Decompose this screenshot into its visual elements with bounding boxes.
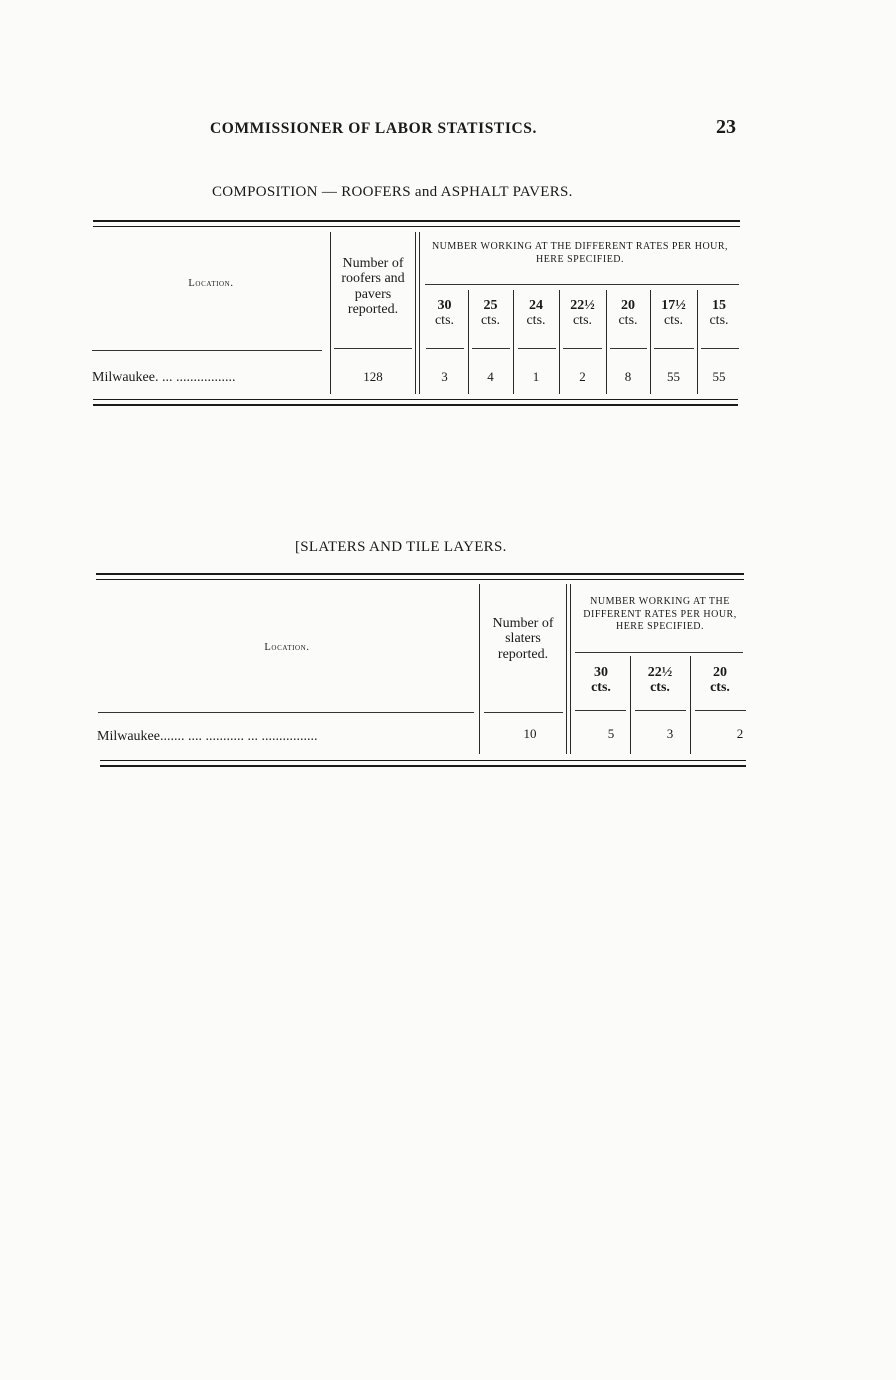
page-number: 23 xyxy=(716,116,736,138)
table2-top-rule xyxy=(96,573,744,575)
table1-row-value: 8 xyxy=(624,369,632,384)
table1-row-value: 3 xyxy=(441,369,448,384)
table2-bottom-rule xyxy=(100,765,746,767)
table2-row-location: Milwaukee....... .... ........... ... ................ xyxy=(97,729,318,744)
table1-header-rule xyxy=(334,348,412,349)
table1-top-rule xyxy=(93,220,740,222)
table2-row-number: 10 xyxy=(523,726,537,741)
table1-rate-header: 22½ cts. xyxy=(570,298,595,328)
table1-rates-header: NUMBER WORKING AT THE DIFFERENT RATES PER HOUR, HERE SPECIFIED. xyxy=(431,241,729,265)
table2-header-rule xyxy=(98,712,474,713)
table1-header-rule xyxy=(701,348,739,349)
table2-top-rule-inner xyxy=(96,579,744,580)
table2-rates-header: NUMBER WORKING AT THE DIFFERENT RATES PER HOUR, HERE SPECIFIED. xyxy=(583,596,737,632)
table2-rate-header: 20 cts. xyxy=(710,665,730,695)
table1-row-value: 4 xyxy=(487,369,494,384)
table1-row-location: Milwaukee. ... ................. xyxy=(92,370,236,385)
table1-rate-header: 20 cts. xyxy=(618,298,638,328)
table1-header-rule xyxy=(518,348,556,349)
table1-header-rule xyxy=(92,350,322,351)
table2-bottom-rule-inner xyxy=(100,760,746,761)
table2-row-value: 3 xyxy=(666,726,674,741)
table1-row-number: 128 xyxy=(363,369,383,384)
table1-row-value: 2 xyxy=(579,369,586,384)
table1-header-rule xyxy=(610,348,647,349)
table1-bottom-rule xyxy=(93,404,738,406)
running-head: COMMISSIONER OF LABOR STATISTICS. xyxy=(210,120,537,137)
table1-rate-header: 17½ cts. xyxy=(661,298,686,328)
table2-rate-header: 30 cts. xyxy=(591,665,611,695)
table1-row-value: 1 xyxy=(532,369,540,384)
table2-row-value: 5 xyxy=(607,726,615,741)
table2-row-value: 2 xyxy=(736,726,744,741)
table2-spanner-rule xyxy=(575,652,743,653)
table1-row-value: 55 xyxy=(712,369,726,384)
table1-header-rule xyxy=(563,348,602,349)
table2-title: [SLATERS AND TILE LAYERS. xyxy=(295,539,507,555)
table1-spanner-rule xyxy=(425,284,739,285)
table1-rate-header: 15 cts. xyxy=(709,298,729,328)
table1-title: COMPOSITION — ROOFERS and ASPHALT PAVERS. xyxy=(212,184,573,200)
table1-col-sep xyxy=(419,232,420,394)
table1-number-header: Number of roofers and pavers reported. xyxy=(341,256,405,318)
table1-bottom-rule-inner xyxy=(93,399,738,400)
table1-header-rule xyxy=(654,348,694,349)
table1-rate-header: 24 cts. xyxy=(526,298,546,328)
table2-number-header: Number of slaters reported. xyxy=(492,616,554,662)
table2-header-rule xyxy=(695,710,746,711)
table1-col-sep xyxy=(415,232,416,394)
table2-col-sep xyxy=(479,584,480,754)
table1-top-rule-inner xyxy=(93,226,740,227)
table1-header-rule xyxy=(426,348,464,349)
table2-header-rule xyxy=(575,710,626,711)
table1-header-rule xyxy=(472,348,510,349)
table2-header-rule xyxy=(484,712,563,713)
table1-row-value: 55 xyxy=(667,369,680,384)
table1-rate-header: 30 cts. xyxy=(434,298,455,328)
table1-rate-header: 25 cts. xyxy=(480,298,501,328)
table1-location-header: Location. xyxy=(188,278,234,289)
table2-header-rule xyxy=(635,710,686,711)
table2-location-header: Location. xyxy=(264,642,310,653)
table2-rate-header: 22½ cts. xyxy=(647,665,673,695)
